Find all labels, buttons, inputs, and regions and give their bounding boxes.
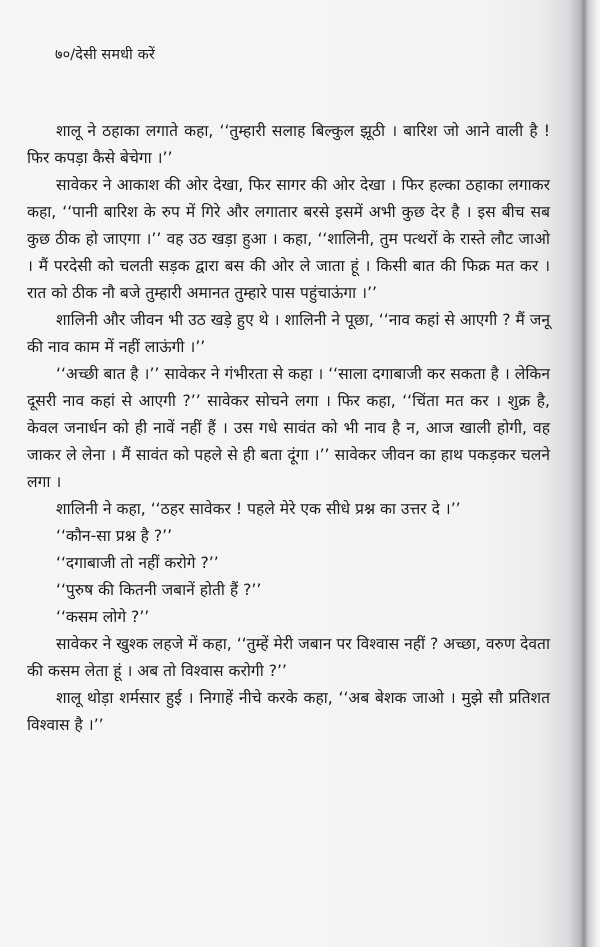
dialogue-line: ‘‘पुरुष की कितनी जबानें होती हैं ?’’ [56,581,262,599]
paragraph: शालिनी ने कहा, ‘‘ठहर सावेकर ! पहले मेरे एक सीधे प्रश्न का उत्तर दे ।’’ [56,500,461,518]
paragraph: शालू थोड़ा शर्मसार हुई । निगाहें नीचे करके कहा, ‘‘अब बेशक जाओ । मुझे सौ प्रतिशत विश्वास है ।’’ [27,689,550,734]
paragraph: सावेकर ने आकाश की ओर देखा, फिर सागर की ओर देखा । फिर हल्का ठहाका लगाकर कहा, ‘‘पानी बारिश के रुप में गिरे और लगातार बरसे इसमें अभी कुछ देर है । इस बीच सब कुछ ठीक हो जाएगा ।’’ वह उठ खड़ा हुआ । कहा, ‘‘शालिनी, तुम पत्थरों के रास्ते लौट जाओ । मैं परदेसी को चलती सड़क द्वारा बस की ओर ले जाता हूं । किसी बात की फिक्र मत कर । रात को ठीक नौ बजे तुम्हारी अमानत तुम्हारे पास पहुंचाऊंगा ।’’ [27,176,550,302]
paragraph: ‘‘अच्छी बात है ।’’ सावेकर ने गंभीरता से कहा । ‘‘साला दगाबाजी कर सकता है । लेकिन दूसरी नाव कहां से आएगी ?’’ सावेकर सोचने लगा । फिर कहा, ‘‘चिंता मत कर । शुक्र है, केवल जनार्धन को ही नावें नहीं हैं । उस गधे सावंत को भी नाव है न, आज खाली होगी, वह जाकर ले लेना । मैं सावंत को पहले से ही बता दूंगा ।’’ सावेकर जीवन का हाथ पकड़कर चलने लगा । [27,365,550,491]
dialogue-line: ‘‘कौन-सा प्रश्न है ?’’ [56,527,173,545]
paragraph: सावेकर ने खुश्क लहजे में कहा, ‘‘तुम्हें मेरी जबान पर विश्वास नहीं ? अच्छा, वरुण देवता की कसम लेता हूं । अब तो विश्वास करोगी ?’’ [27,635,550,680]
running-header: ७०/देसी समधी करें [55,47,155,63]
page-body [27,118,550,739]
dialogue-line: ‘‘दगाबाजी तो नहीं करोगे ?’’ [56,554,219,572]
dialogue-line: ‘‘कसम लोगे ?’’ [56,608,150,626]
paragraph: शालिनी और जीवन भी उठ खड़े हुए थे । शालिनी ने पूछा, ‘‘नाव कहां से आएगी ? मैं जनू की नाव काम में नहीं लाऊंगी ।’’ [27,311,550,356]
paragraph: शालू ने ठहाका लगाते कहा, ‘‘तुम्हारी सलाह बिल्कुल झूठी । बारिश जो आने वाली है ! फिर कपड़ा कैसे बेचेगा ।’’ [27,122,550,167]
